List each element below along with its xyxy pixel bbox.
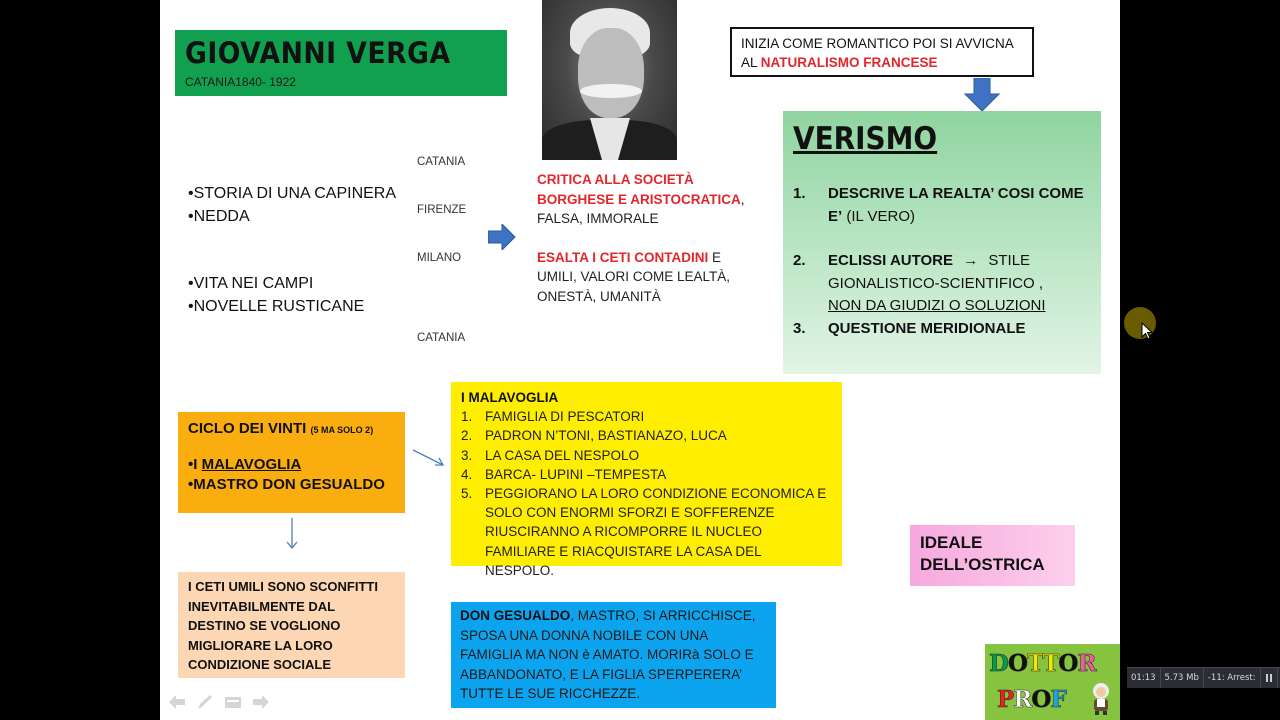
ciclo-item: •MASTRO DON GESUALDO: [188, 476, 385, 493]
city-label: MILANO: [417, 252, 462, 264]
title-box: [175, 30, 507, 96]
pause-button[interactable]: [1261, 668, 1278, 688]
presentation-slide: [160, 0, 1120, 720]
arrow-right-icon: →: [963, 252, 979, 269]
title-subtitle: CATANIA1840- 1922: [185, 75, 296, 89]
dottor-prof-logo: [985, 644, 1120, 720]
later-works-list: [188, 273, 364, 318]
gesualdo-title: DON GESUALDO: [460, 608, 571, 623]
gesualdo-box: DON GESUALDO, MASTRO, SI ARRICCHISCE, SPOSA UNA DONNA NOBILE CON UNA FAMIGLIA MA NON è AMATO. MORIRà SOLO E ABBANDONATO, E LA FIGLIA SPERPERERA’ TUTTE LE SUE RICCHEZZE.: [451, 602, 776, 708]
ciclo-item: •I MALAVOGLIA: [188, 456, 302, 473]
arrow-down-thin-icon: [286, 518, 298, 550]
verismo-list: [793, 183, 1093, 340]
page-title: GIOVANNI VERGA: [185, 36, 451, 70]
pause-icon: [1265, 674, 1273, 682]
verismo-item: 2. ECLISSI AUTORE → STILE GIONALISTICO-SCIENTIFICO , NON DA GIUDIZI O SOLUZIONI: [793, 252, 1046, 314]
critica-paragraph: CRITICA ALLA SOCIETÀ BORGHESE E ARISTOCRATICA, FALSA, IMMORALE: [537, 172, 745, 226]
work-item: •VITA NEI CAMPI: [188, 275, 314, 292]
arrow-right-icon: [488, 224, 516, 250]
recording-status: -11: Arrest:: [1204, 668, 1261, 688]
recording-size: 5.73 Mb: [1161, 668, 1204, 688]
ideale-ostrica-box: IDEALE DELL’OSTRICA: [910, 525, 1075, 586]
city-label: CATANIA: [417, 332, 466, 344]
malavoglia-item: 4. BARCA- LUPINI –TEMPESTA: [461, 466, 667, 482]
slide-nav-controls: [168, 694, 270, 710]
back-icon[interactable]: [168, 694, 186, 710]
malavoglia-item: 1. FAMIGLIA DI PESCATORI: [461, 409, 645, 425]
malavoglia-item: 2. PADRON N’TONI, BASTIANAZO, LUCA: [461, 428, 727, 444]
work-item: •NOVELLE RUSTICANE: [188, 297, 365, 315]
screen-recorder-bar: [1127, 667, 1280, 688]
malavoglia-item: 5. PEGGIORANO LA LORO CONDIZIONE ECONOMICA E SOLO CON ENORMI SFORZI E SOFFERENZE RIUSCIRANNO A RICOMPORRE IL NUCLEO FAMILIARE E RIACQUISTARE LA CASA DEL NESPOLO.: [461, 486, 827, 578]
work-item: •NEDDA: [188, 207, 250, 225]
city-label: CATANIA: [417, 156, 466, 168]
logo-row1: DOTTOR: [989, 650, 1096, 677]
portrait-image: [542, 0, 677, 160]
intro-box: [730, 27, 1034, 77]
conseguenza-box: I CETI UMILI SONO SCONFITTI INEVITABILMENTE DAL DESTINO SE VOGLIONO MIGLIORARE LA LORO CONDIZIONE SOCIALE: [178, 572, 405, 678]
verismo-title: VERISMO: [793, 121, 938, 157]
slides-icon[interactable]: [224, 694, 242, 710]
intro-line1: INIZIA COME ROMANTICO POI SI AVVICNA: [741, 36, 1014, 51]
pen-icon[interactable]: [196, 694, 214, 710]
ciclo-dei-vinti-box: [178, 412, 405, 513]
malavoglia-item: 3. LA CASA DEL NESPOLO: [461, 447, 640, 463]
forward-icon[interactable]: [252, 694, 270, 710]
malavoglia-title: I MALAVOGLIA: [461, 390, 559, 405]
ciclo-title: CICLO DEI VINTI: [188, 420, 307, 437]
city-label: FIRENZE: [417, 204, 467, 216]
mouse-cursor-icon: [1141, 322, 1153, 340]
recording-time: 01:13: [1127, 668, 1161, 688]
verismo-box: [783, 111, 1101, 374]
intro-line2: AL NATURALISMO FRANCESE: [741, 55, 938, 70]
naturalismo-highlight: NATURALISMO FRANCESE: [760, 55, 938, 70]
work-item: •STORIA DI UNA CAPINERA: [188, 185, 397, 202]
verismo-item: 1. DESCRIVE LA REALTA’ COSI COME E’ (IL VERO): [793, 185, 1084, 225]
arrow-diagonal-icon: [412, 448, 446, 468]
verismo-item: 3. QUESTIONE MERIDIONALE: [793, 319, 1026, 337]
critica-text: [537, 170, 747, 306]
ciclo-note: (5 MA SOLO 2): [310, 425, 374, 435]
logo-row2: PROF: [997, 686, 1066, 713]
arrow-down-icon: [964, 78, 1000, 112]
malavoglia-box: [451, 382, 842, 578]
early-works-list: [188, 183, 396, 228]
esalta-paragraph: ESALTA I CETI CONTADINI E UMILI, VALORI COME LEALTÀ, ONESTÀ, UMANITÀ: [537, 249, 731, 304]
einstein-cartoon-icon: [1088, 682, 1114, 716]
